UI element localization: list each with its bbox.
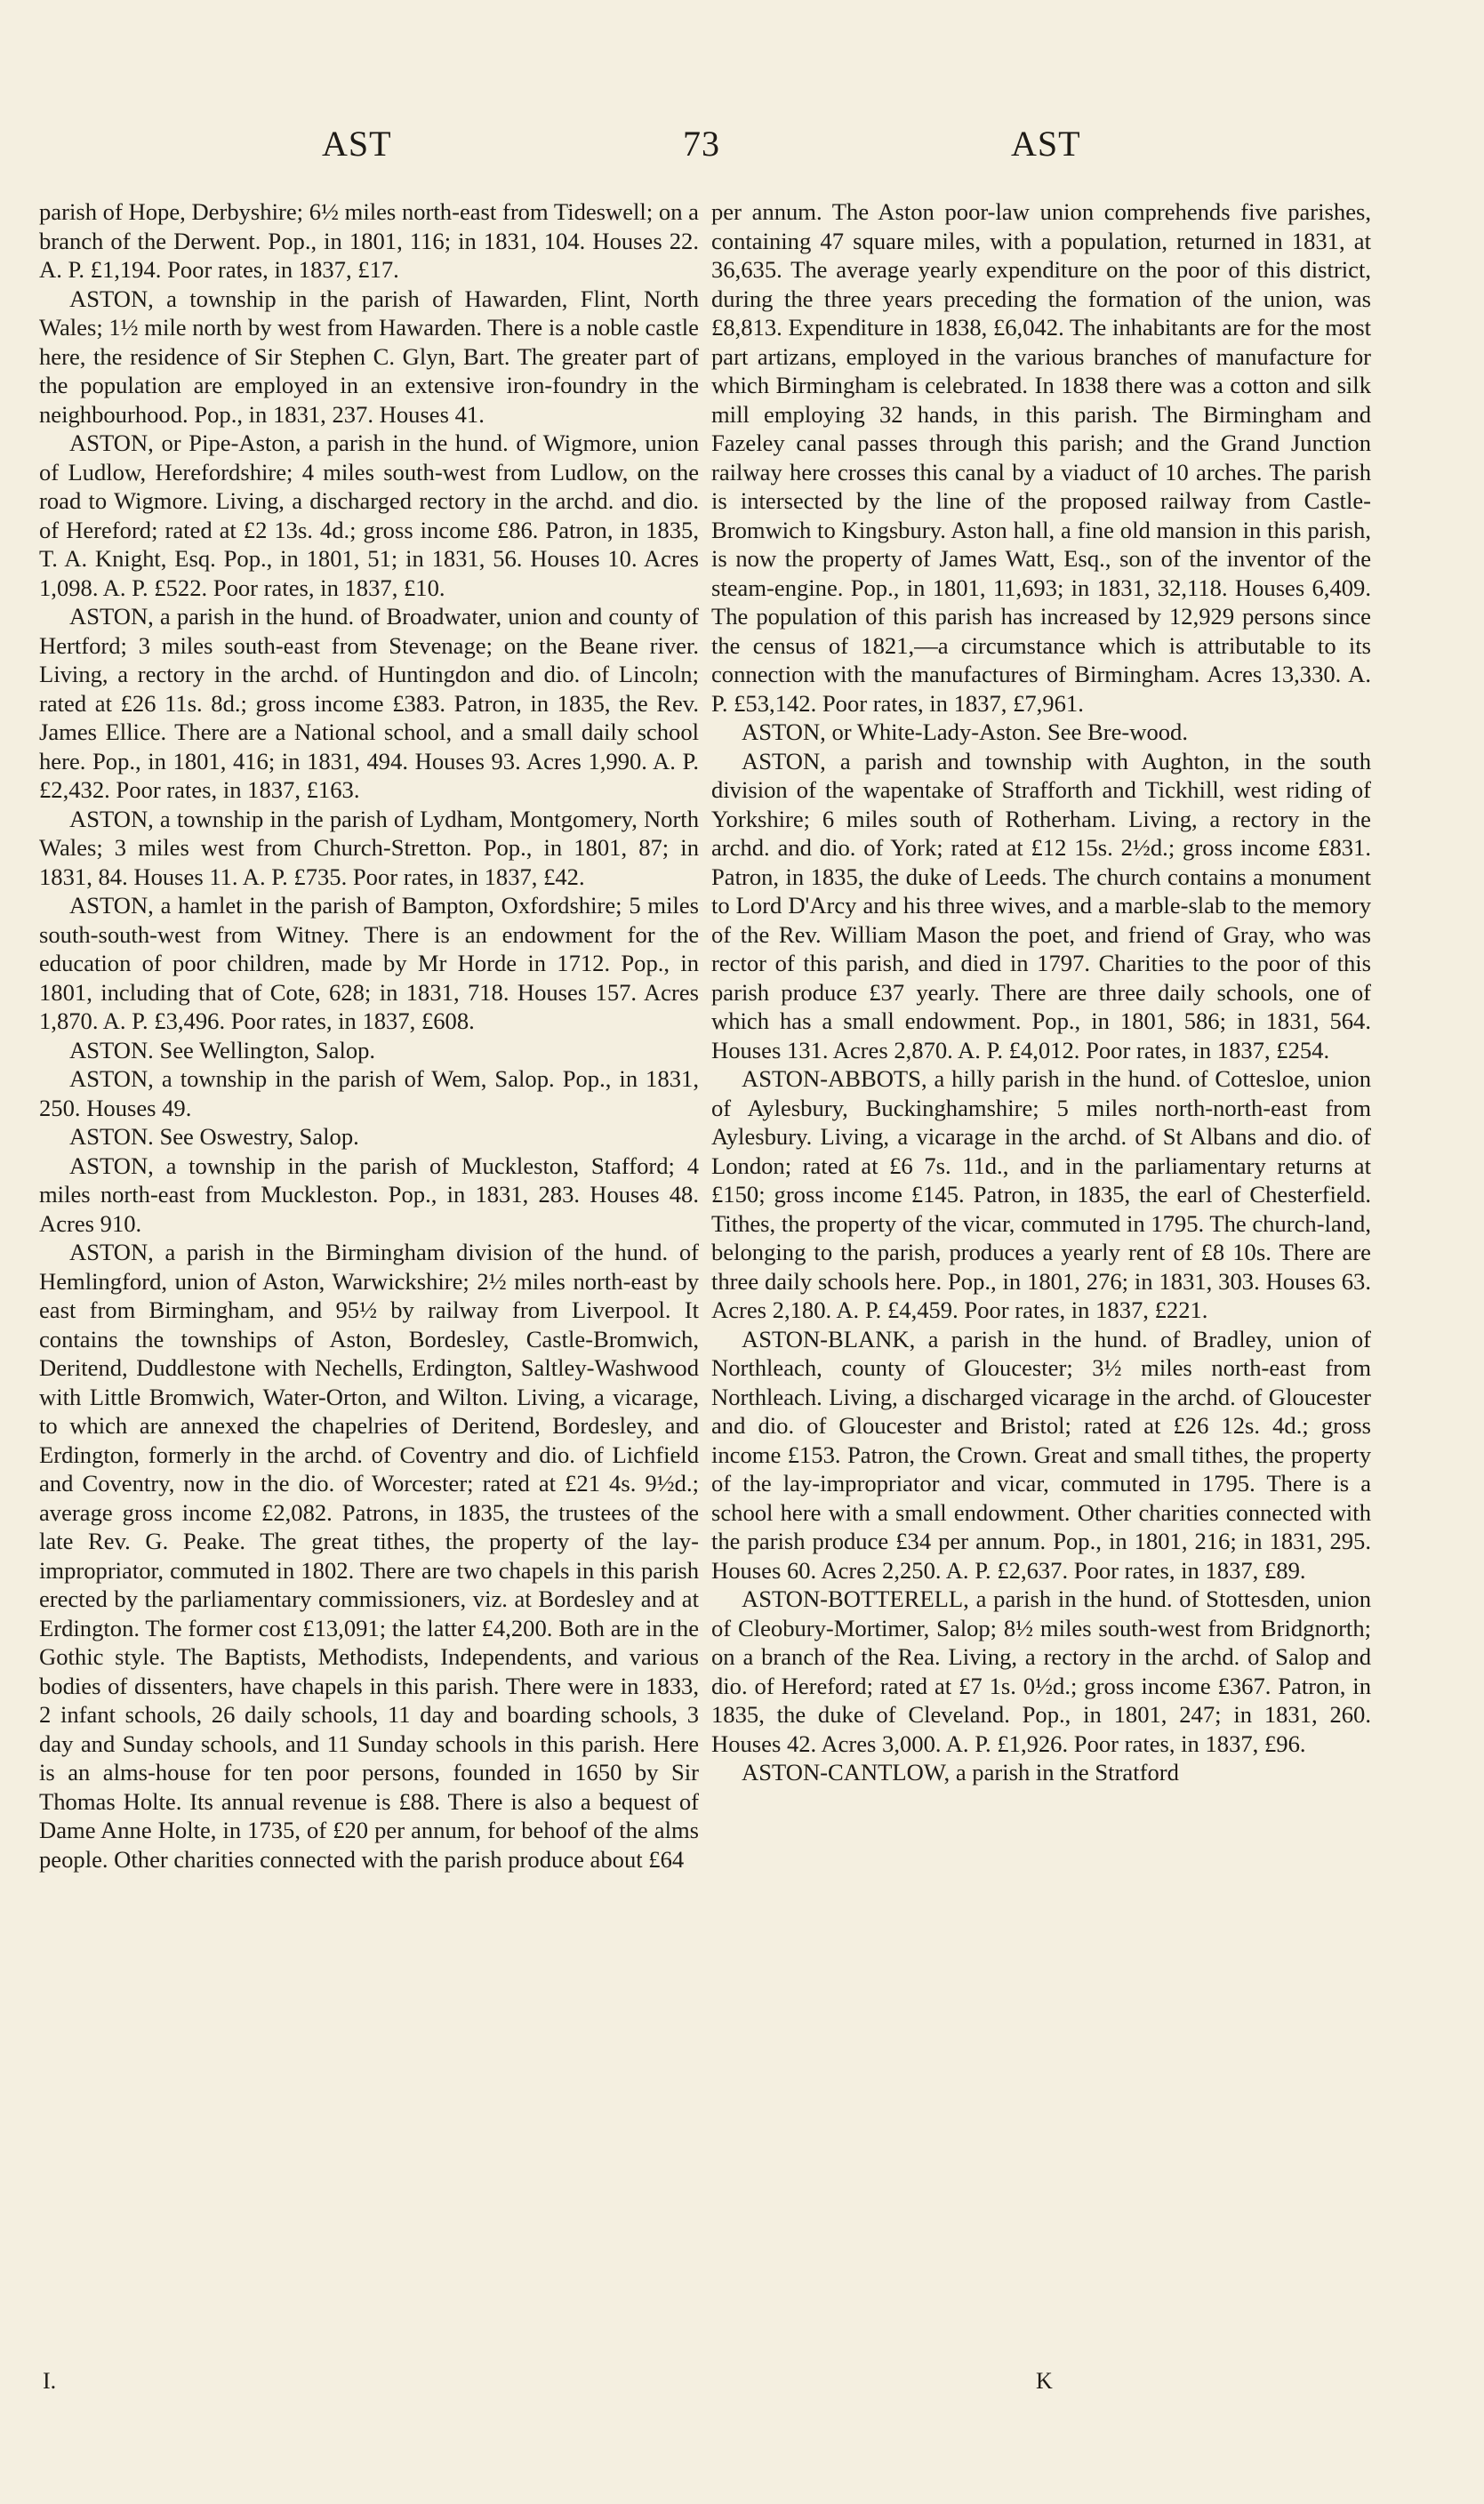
running-head-left: AST (322, 124, 392, 164)
entry-paragraph: ASTON-BOTTERELL, a parish in the hund. of Stottesden, union of Cleobury-Mortimer, Salop; 8½ miles south-west from Bridgnorth; on a branch of the Rea. Living, a rectory in the archd. of Salop and dio. of Hereford; rated at £7 1s. 0½d.; gross income £367. Patron, in 1835, the duke of Cleveland. Pop., in 1801, 247; in 1831, 260. Houses 42. Acres 3,000. A. P. £1,926. Poor rates, in 1837, £96. (711, 1585, 1371, 1757)
entry-paragraph: ASTON, a township in the parish of Lydham, Montgomery, North Wales; 3 miles west from Church-Stretton. Pop., in 1801, 87; in 1831, 84. Houses 11. A. P. £735. Poor rates, in 1837, £42. (39, 805, 699, 890)
entry-paragraph: ASTON, or White-Lady-Aston. See Bre-wood. (742, 718, 1188, 745)
entry-paragraph: ASTON. See Wellington, Salop. (69, 1036, 376, 1063)
page-number: 73 (683, 124, 720, 164)
entry-paragraph: ASTON-BLANK, a parish in the hund. of Bradley, union of Northleach, county of Gloucester; 3½ miles north-east from Northleach. Living, a discharged vicarage in the archd. of Gloucester and dio. of Gloucester and Bristol; rated at £26 12s. 4d.; gross income £153. Patron, the Crown. Great and small tithes, the property of the lay-impropriator and vicar, commuted in 1795. There is a school here with a small endowment. Other charities connected with the parish produce £34 per annum. Pop., in 1801, 216; in 1831, 295. Houses 60. Acres 2,250. A. P. £2,637. Poor rates, in 1837, £89. (711, 1325, 1371, 1584)
entry-paragraph: ASTON-CANTLOW, a parish in the Stratford (742, 1759, 1179, 1786)
entry-paragraph: ASTON. See Oswestry, Salop. (69, 1123, 359, 1150)
entry-paragraph: ASTON, a township in the parish of Hawarden, Flint, North Wales; 1½ mile north by west from Hawarden. There is a noble castle here, the residence of Sir Stephen C. Glyn, Bart. The greater part of the population are employed in an extensive iron-foundry in the neighbourhood. Pop., in 1831, 237. Houses 41. (39, 285, 699, 428)
entry-paragraph: ASTON, a parish in the hund. of Broadwater, union and county of Hertford; 3 miles south-east from Stevenage; on the Beane river. Living, a rectory in the archd. of Huntingdon and dio. of Lincoln; rated at £26 11s. 8d.; gross income £383. Patron, in 1835, the Rev. James Ellice. There are a National school, and a small daily school here. Pop., in 1801, 416; in 1831, 494. Houses 93. Acres 1,990. A. P. £2,432. Poor rates, in 1837, £163. (39, 603, 699, 803)
entry-paragraph: ASTON, a township in the parish of Muckleston, Stafford; 4 miles north-east from Muckleston. Pop., in 1831, 283. Houses 48. Acres 910. (39, 1152, 699, 1237)
entry-paragraph: ASTON, a parish in the Birmingham division of the hund. of Hemlingford, union of Aston, Warwickshire; 2½ miles north-east by east from Birmingham, and 95½ by railway from Liverpool. It contains the townships of Aston, Bordesley, Castle-Bromwich, Deritend, Duddlestone with Nechells, Erdington, Saltley-Washwood with Little Bromwich, Water-Orton, and Wilton. Living, a vicarage, to which are annexed the chapelries of Deritend, Bordesley, and Erdington, formerly in the archd. of Coventry and dio. of Lichfield and Coventry, now in the dio. of Worcester; rated at £21 4s. 9½d.; average gross income £2,082. Patrons, in 1835, the trustees of the late Rev. G. Peake. The great tithes, the property of the lay-impropriator, commuted in 1802. There are two chapels in this parish erected by the parliamentary commissioners, viz. at Bordesley and at Erdington. The former cost £13,091; the latter £4,200. Both are in the Gothic style. The Baptists, Methodists, Independents, and various bodies of dissenters, have chapels in this parish. There were in 1833, 2 infant schools, 26 daily schools, 11 day and boarding schools, 3 day and Sunday schools, and 11 Sunday schools in this parish. Here is an alms-house for ten poor persons, founded in 1650 by Sir Thomas Holte. Its annual revenue is £88. There is also a bequest of Dame Anne Holte, in 1735, of £20 per annum, for behoof of the alms people. Other charities connected with the parish produce about £64 (39, 1239, 699, 1873)
left-column (39, 197, 699, 1874)
entry-paragraph: ASTON, a township in the parish of Wem, Salop. Pop., in 1831, 250. Houses 49. (39, 1065, 699, 1121)
right-column (711, 197, 1371, 1787)
entry-paragraph: parish of Hope, Derbyshire; 6½ miles north-east from Tideswell; on a branch of the Derwent. Pop., in 1801, 116; in 1831, 104. Houses 22. A. P. £1,194. Poor rates, in 1837, £17. (39, 198, 699, 283)
entry-paragraph: ASTON, a parish and township with Aughton, in the south division of the wapentake of Strafforth and Tickhill, west riding of Yorkshire; 6 miles south of Rotherham. Living, a rectory in the archd. and dio. of York; rated at £12 15s. 2½d.; gross income £831. Patron, in 1835, the duke of Leeds. The church contains a monument to Lord D'Arcy and his three wives, and a marble-slab to the memory of the Rev. William Mason the poet, and friend of Gray, who was rector of this parish, and died in 1797. Charities to the poor of this parish produce £37 yearly. There are three daily schools, one of which has a small endowment. Pop., in 1801, 586; in 1831, 564. Houses 131. Acres 2,870. A. P. £4,012. Poor rates, in 1837, £254. (711, 747, 1371, 1063)
entry-paragraph: ASTON-ABBOTS, a hilly parish in the hund. of Cottesloe, union of Aylesbury, Buckinghamshire; 5 miles north-north-east from Aylesbury. Living, a vicarage in the archd. of St Albans and dio. of London; rated at £6 7s. 11d., and in the parliamentary returns at £150; gross income £145. Patron, in 1835, the earl of Chesterfield. Tithes, the property of the vicar, commuted in 1795. The church-land, belonging to the parish, produces a yearly rent of £8 10s. There are three daily schools here. Pop., in 1801, 276; in 1831, 303. Houses 63. Acres 2,180. A. P. £4,459. Poor rates, in 1837, £221. (711, 1065, 1371, 1323)
entry-paragraph: ASTON, or Pipe-Aston, a parish in the hund. of Wigmore, union of Ludlow, Herefordshire; 4 miles south-west from Ludlow, on the road to Wigmore. Living, a discharged rectory in the archd. and dio. of Hereford; rated at £2 13s. 4d.; gross income £86. Patron, in 1835, T. A. Knight, Esq. Pop., in 1801, 51; in 1831, 56. Houses 10. Acres 1,098. A. P. £522. Poor rates, in 1837, £10. (39, 429, 699, 601)
entry-paragraph: ASTON, a hamlet in the parish of Bampton, Oxfordshire; 5 miles south-south-west from Witney. There is an endowment for the education of poor children, made by Mr Horde in 1712. Pop., in 1801, including that of Cote, 628; in 1831, 718. Houses 157. Acres 1,870. A. P. £3,496. Poor rates, in 1837, £608. (39, 892, 699, 1034)
running-head-right: AST (1011, 124, 1081, 164)
signature-mark-left: I. (43, 2368, 57, 2394)
signature-mark-right: K (1036, 2368, 1053, 2394)
entry-paragraph: per annum. The Aston poor-law union comprehends five parishes, containing 47 square miles, with a population, returned in 1831, at 36,635. The average yearly expenditure on the poor of this district, during the three years preceding the formation of the union, was £8,813. Expenditure in 1838, £6,042. The inhabitants are for the most part artizans, employed in the various branches of manufacture for which Birmingham is celebrated. In 1838 there was a cotton and silk mill employing 32 hands, in this parish. The Birmingham and Fazeley canal passes through this parish; and the Grand Junction railway here crosses this canal by a viaduct of 10 arches. The parish is intersected by the line of the proposed railway from Castle-Bromwich to Kingsbury. Aston hall, a fine old mansion in this parish, is now the property of James Watt, Esq., son of the inventor of the steam-engine. Pop., in 1801, 11,693; in 1831, 32,118. Houses 6,409. The population of this parish has increased by 12,929 persons since the census of 1821,—a circumstance which is attributable to its connection with the manufactures of Birmingham. Acres 13,330. A. P. £53,142. Poor rates, in 1837, £7,961. (711, 198, 1371, 717)
